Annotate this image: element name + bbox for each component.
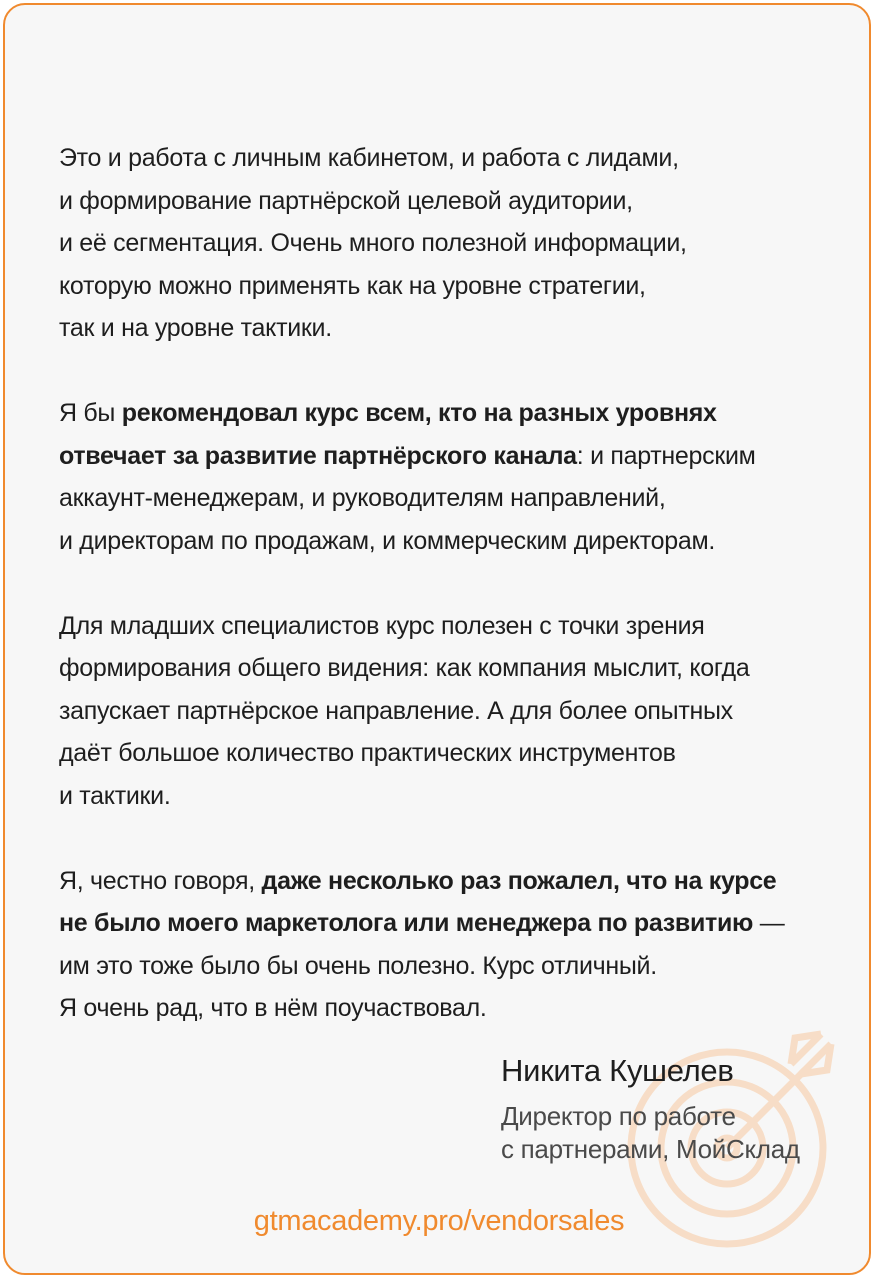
testimonial-text <box>59 137 849 1030</box>
text-line <box>59 860 849 903</box>
bold-text-segment: рекомендовал курс всем, кто на разных уровнях <box>121 399 717 427</box>
text-line <box>59 902 849 945</box>
text-segment: и формирование партнёрской целевой аудитории, <box>59 186 633 215</box>
text-segment: формирования общего видения: как компания мыслит, когда <box>59 654 750 682</box>
author-role-line: Директор по работе <box>501 1101 736 1131</box>
text-line <box>59 690 849 733</box>
course-link[interactable]: gtmacademy.pro/vendorsales <box>253 1205 625 1237</box>
bold-text-segment: отвечает за развитие партнёрского канала <box>59 441 577 470</box>
text-line <box>59 392 849 435</box>
text-line <box>59 435 849 478</box>
bold-text-segment: даже несколько раз пожалел, что на курсе <box>261 866 777 895</box>
text-line <box>59 222 849 265</box>
text-line <box>59 987 849 1030</box>
text-line <box>59 605 849 648</box>
text-segment: так и на уровне тактики. <box>59 314 332 342</box>
text-line <box>59 647 849 690</box>
text-line <box>59 520 849 563</box>
text-line <box>59 732 849 775</box>
text-line <box>59 307 849 350</box>
text-line <box>59 477 849 520</box>
text-line <box>59 180 849 223</box>
text-segment: Я бы <box>59 399 122 427</box>
text-segment: им это тоже было бы очень полезно. Курс отличный. <box>59 951 657 980</box>
text-segment: и директорам по продажам, и коммерческим директорам. <box>59 526 716 555</box>
text-segment: которую можно применять как на уровне стратегии, <box>59 271 646 300</box>
text-segment: даёт большое количество практических инструментов <box>59 739 676 767</box>
text-line <box>59 945 849 988</box>
text-segment: — <box>753 909 785 937</box>
text-line <box>59 775 849 818</box>
text-segment: : и партнерским <box>576 441 756 470</box>
text-line <box>59 265 849 308</box>
text-line <box>59 137 849 180</box>
text-segment: и тактики. <box>59 781 171 810</box>
text-segment: запускает партнёрское направление. А для более опытных <box>59 696 733 725</box>
text-segment: Я, честно говоря, <box>59 866 262 895</box>
text-segment: аккаунт-менеджерам, и руководителям направлений, <box>59 484 666 512</box>
author-role-line: с партнерами, МойСклад <box>501 1134 800 1164</box>
author-block <box>501 1051 800 1166</box>
paragraph <box>59 860 849 1030</box>
testimonial-card <box>3 3 871 1275</box>
paragraph <box>59 605 849 818</box>
text-segment: Для младших специалистов курс полезен с точки зрения <box>59 611 705 640</box>
author-name: Никита Кушелев <box>501 1053 734 1088</box>
paragraph <box>59 392 849 562</box>
bold-text-segment: не было моего маркетолога или менеджера по развитию <box>59 909 754 937</box>
paragraph <box>59 137 849 350</box>
author-role <box>501 1100 800 1166</box>
text-segment: Это и работа с личным кабинетом, и работа с лидами, <box>59 144 679 172</box>
text-segment: и её сегментация. Очень много полезной информации, <box>59 229 687 257</box>
text-segment: Я очень рад, что в нём поучаствовал. <box>59 994 487 1022</box>
